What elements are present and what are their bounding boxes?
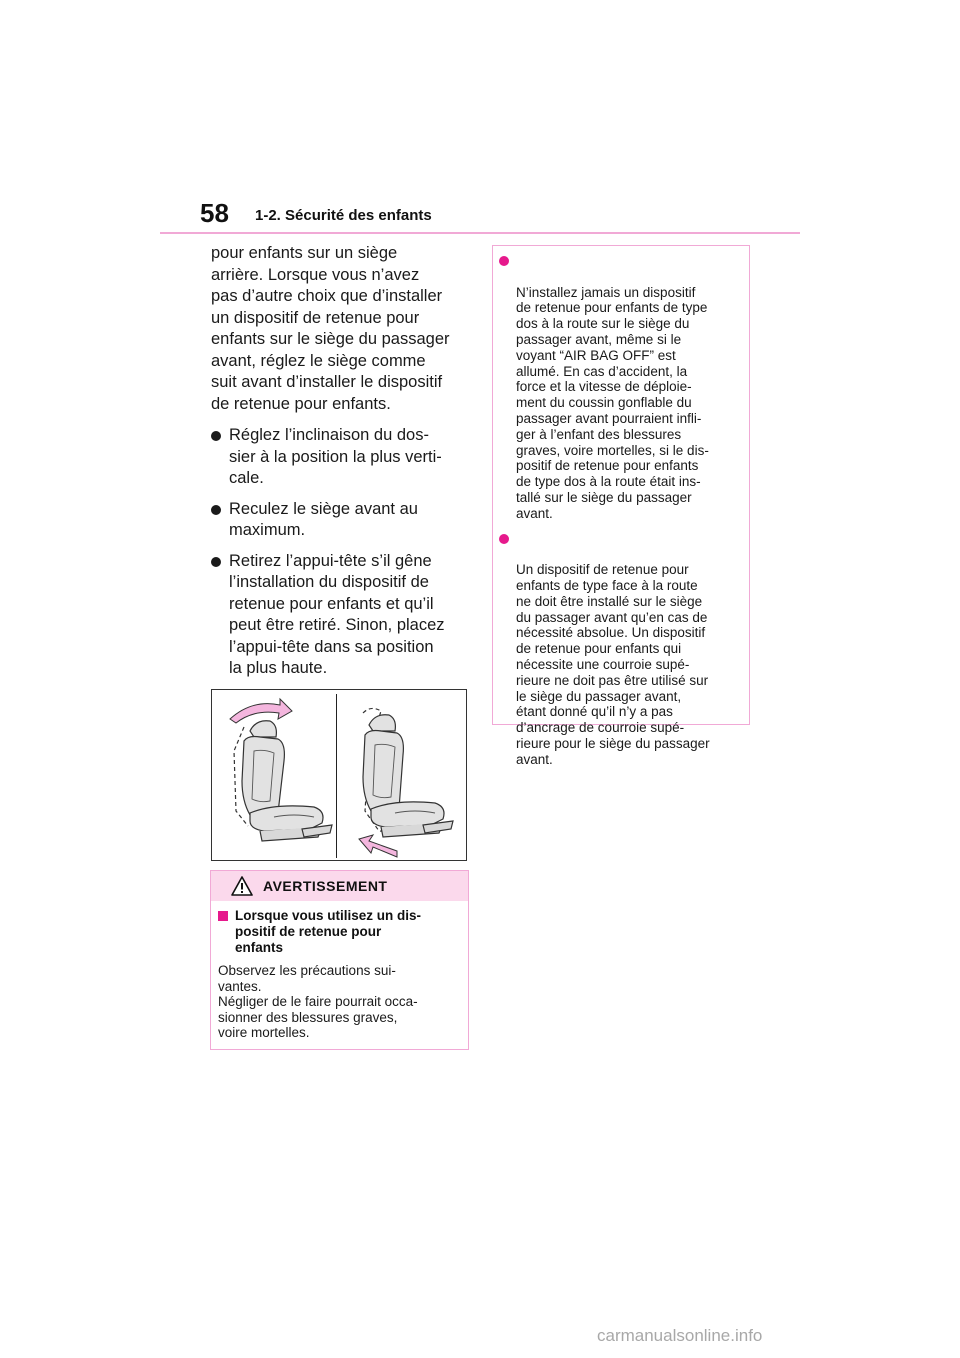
body-text <box>211 243 473 689</box>
warning-header <box>211 871 468 901</box>
precaution-text: N’installez jamais un dispositif de retenue pour enfants de type dos à la route sur le siège du passager avant, même si le voyant “AIR BAG OFF” est allumé. En cas d’accident, la force et la vitesse de déploie- ment du coussin gonflable du passager avant pourraient infli- ger à l’enfant des blessures graves, voire mortelles, si le dis- positif de retenue pour enfants de type dos à la route était ins- tallé sur le siège du passager avant. <box>516 284 709 521</box>
intro-line: pas d’autre choix que d’installer <box>211 287 443 305</box>
bullet-line: l’appui-tête dans sa position <box>229 637 434 656</box>
warning-title: AVERTISSEMENT <box>263 878 388 894</box>
intro-line: pour enfants sur un siège <box>211 244 398 262</box>
list-item <box>499 531 741 768</box>
bullet-line: retenue pour enfants et qu’il <box>229 594 434 613</box>
figure-divider <box>336 694 337 858</box>
page-number: 58 <box>200 198 229 228</box>
bullet-line: cale. <box>229 469 264 487</box>
instruction-list <box>211 425 473 680</box>
intro-line: un dispositif de retenue pour <box>211 308 420 327</box>
bullet-line: la plus haute. <box>229 659 328 677</box>
seat-slide-illustration <box>339 691 467 861</box>
intro-line: suit avant d’installer le dispositif <box>211 373 443 391</box>
pink-bullet-icon <box>499 534 509 544</box>
bullet-dot-icon <box>211 557 221 567</box>
warning-content <box>211 901 468 1041</box>
bullet-line: Reculez le siège avant au <box>229 499 418 518</box>
bullet-line: maximum. <box>229 521 306 539</box>
seat-adjustment-figure <box>211 689 467 861</box>
intro-line: arrière. Lorsque vous n’avez <box>211 265 420 284</box>
list-item <box>211 425 473 490</box>
intro-paragraph <box>211 243 473 415</box>
precautions-box <box>492 245 750 767</box>
recline-arrow-icon <box>230 699 292 723</box>
pink-bullet-icon <box>499 256 509 266</box>
bullet-dot-icon <box>211 505 221 515</box>
bullet-line: l’installation du dispositif de <box>229 573 429 591</box>
list-item <box>211 551 473 680</box>
seat-recline-illustration <box>214 691 336 861</box>
section-title: 1-2. Sécurité des enfants <box>255 207 432 224</box>
bullet-dot-icon <box>211 431 221 441</box>
slide-back-arrow-icon <box>359 835 397 857</box>
bullet-line: peut être retiré. Sinon, placez <box>229 616 445 634</box>
square-marker-icon <box>218 911 228 921</box>
bullet-line: Réglez l’inclinaison du dos- <box>229 426 429 444</box>
intro-line: avant, réglez le siège comme <box>211 351 426 370</box>
bullet-line: sier à la position la plus verti- <box>229 447 442 466</box>
list-item <box>499 253 741 522</box>
bullet-line: Retirez l’appui-tête s’il gêne <box>229 551 432 570</box>
intro-line: de retenue pour enfants. <box>211 394 391 413</box>
warning-box <box>210 870 469 1050</box>
watermark: carmanualsonline.info <box>597 1326 763 1345</box>
list-item <box>211 499 473 542</box>
precaution-text: Un dispositif de retenue pour enfants de type face à la route ne doit être installé sur le siège du passager avant qu’en cas de nécessité absolue. Un dispositif de retenue pour enfants qui nécessite une courroie supé- rieure ne doit pas être utilisé sur le siège du passager avant, étant donné qu’il n’y a pas d’ancrage de courroie supé- rieure pour le siège du passager avant. <box>516 562 710 767</box>
warning-triangle-icon <box>231 876 253 896</box>
warning-heading <box>218 908 462 956</box>
warning-body: Observez les précautions sui- vantes. Négliger de le faire pourrait occa- sionner des blessures graves, voire mortelles. <box>218 963 418 1040</box>
warning-heading-text: Lorsque vous utilisez un dis- positif de retenue pour enfants <box>235 908 422 955</box>
intro-line: enfants sur le siège du passager <box>211 330 450 348</box>
header-rule <box>160 232 800 234</box>
